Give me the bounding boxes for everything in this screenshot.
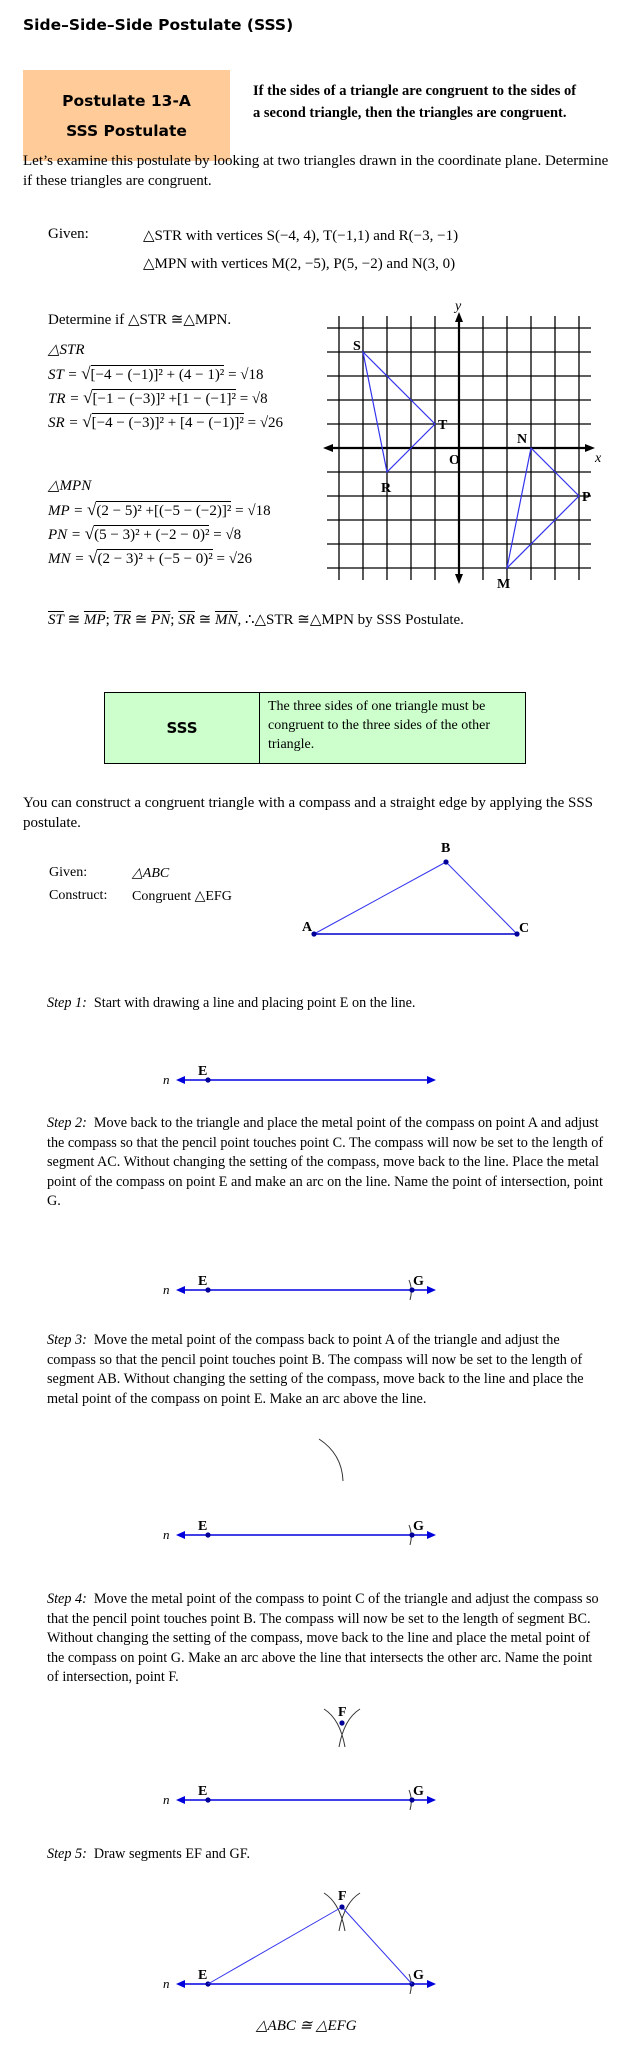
- segment-bc: [446, 862, 517, 934]
- radicand: (5 − 3)² + (−2 − 0)²: [94, 527, 210, 543]
- step-5-figure: [140, 1874, 460, 1994]
- segment: $\overline{TR}$: [113, 612, 132, 628]
- congruent-symbol: ≅: [194, 612, 215, 628]
- segment: $\overline{MP}$: [83, 612, 106, 628]
- line-left-arrow-icon: [176, 1980, 185, 1988]
- radical-sign: √: [87, 500, 97, 519]
- intro-paragraph: Let’s examine this postulate by looking at two triangles drawn in the coordinate plane. Determine if these triangles are congruent.: [23, 153, 609, 189]
- triangle-abc-figure: [280, 820, 540, 950]
- line-label-n: n: [163, 1527, 170, 1542]
- vertex-label-r: R: [381, 481, 392, 496]
- step-4-text: Move the metal point of the compass to point C of the triangle and adjust the compass so that the pencil point touches point B. The compass will now be set to the length of segment BC. Without changing the setting of the compass, move back to the line and place the metal point of the compass on point G. Make an arc above the line that intersects the other arc. Name the point of intersection, point F.: [47, 1591, 599, 1685]
- radicand: (2 − 5)² +[(−5 − (−2)]²: [96, 503, 232, 519]
- str-calc-row: [48, 386, 283, 410]
- vertex-label-s: S: [353, 339, 361, 354]
- therefore-statement: ∴△STR ≅△MPN by SSS Postulate.: [244, 612, 464, 628]
- mpn-calc-row: [48, 498, 271, 522]
- lhs: MN =: [48, 551, 89, 567]
- congruence-conclusion: [48, 610, 464, 629]
- step-1-label: Step 1: [47, 995, 83, 1011]
- separator: ;: [170, 612, 179, 628]
- mpn-calc-row: [48, 522, 271, 546]
- step-1: Step 1: Start with drawing a line and placing point E on the line.: [47, 995, 416, 1011]
- final-congruence: △ABC ≅ △EFG: [256, 2018, 357, 2034]
- segment-ab: [314, 862, 446, 934]
- postulate-statement: If the sides of a triangle are congruent to the sides of a second triangle, then the triangles are congruent.: [253, 83, 577, 121]
- line-right-arrow-icon: [427, 1796, 436, 1804]
- label-e: E: [198, 1784, 208, 1799]
- result: = √18: [224, 367, 264, 383]
- segment: $\overline{SR}$: [178, 612, 195, 628]
- construct-given-value: △ABC: [132, 866, 170, 881]
- step-4: Step 4: Move the metal point of the compass to point C of the triangle and adjust the compass so that the pencil point touches point B. The compass will now be set to the length of segment BC. Without changing the setting of the compass, move back to the line and place the metal point of the compass on point G. Make an arc above the line that intersects the other arc. Name the point of intersection, point F.: [47, 1591, 599, 1685]
- line-left-arrow-icon: [176, 1531, 185, 1539]
- y-axis-label: y: [455, 299, 462, 314]
- y-axis-down-arrow-icon: [455, 574, 463, 584]
- line-right-arrow-icon: [427, 1531, 436, 1539]
- label-e: E: [198, 1519, 208, 1534]
- step-4-label: Step 4: [47, 1591, 83, 1607]
- construct-given-label: Given:: [49, 865, 88, 880]
- radicand: [−4 − (−3)]² + [4 − (−1)]²: [91, 415, 244, 431]
- step-5: Step 5: Draw segments EF and GF.: [47, 1846, 250, 1862]
- mpn-calc-rows: [48, 498, 271, 570]
- segment-gf: [342, 1907, 412, 1984]
- x-axis-right-arrow-icon: [585, 444, 595, 452]
- separator: ;: [105, 612, 114, 628]
- step-2: Step 2: Move back to the triangle and place the metal point of the compass on point A and adjust the compass so that the pencil point touches point C. The compass will now be set to the length of segment AC. Without changing the setting of the compass, move back to the line. Place the metal point of the compass on point E and make an arc on the line. Name the point of intersection, point G.: [47, 1115, 604, 1209]
- line-left-arrow-icon: [176, 1796, 185, 1804]
- result: = √26: [243, 415, 284, 431]
- triangle-mpn: [507, 448, 579, 568]
- given-label: Given:: [48, 226, 89, 242]
- str-calc-row: [48, 362, 283, 386]
- separator: ,: [237, 612, 245, 628]
- str-calc-rows: [48, 362, 283, 434]
- construct-label: Construct:: [49, 888, 108, 903]
- triangle-str: [363, 352, 435, 472]
- radical-sign: √: [82, 412, 92, 431]
- point-f: [339, 1904, 344, 1909]
- step-3-figure: [140, 1430, 460, 1545]
- lhs: TR =: [48, 391, 84, 407]
- origin-label: O: [449, 453, 460, 468]
- line-right-arrow-icon: [427, 1980, 436, 1988]
- construct-intro: You can construct a congruent triangle with a compass and a straight edge by applying the SSS postulate.: [23, 795, 594, 831]
- lhs: ST =: [48, 367, 82, 383]
- step-3: Step 3: Move the metal point of the compass back to point A of the triangle and adjust the compass so that the pencil point touches point B. The compass will now be set to the length of segment AB. Without changing the setting of the compass, move back to the line and place the metal point of the compass on point E. Make an arc above the line.: [47, 1332, 584, 1407]
- line-label-n: n: [163, 1792, 170, 1807]
- point-f: [339, 1720, 344, 1725]
- radicand: (2 − 3)² + (−5 − 0)²: [97, 551, 213, 567]
- result: = √26: [212, 551, 252, 567]
- label-g: G: [413, 1968, 424, 1983]
- coordinate-graph: [310, 290, 610, 600]
- radicand: [−1 − (−3)]² +[1 − (−1]²: [92, 391, 236, 407]
- line-label-n: n: [163, 1282, 170, 1297]
- line-right-arrow-icon: [427, 1076, 436, 1084]
- line-label-n: n: [163, 1072, 170, 1087]
- str-heading: △STR: [48, 342, 85, 358]
- point-a: [311, 931, 316, 936]
- label-e: E: [198, 1968, 208, 1983]
- postulate-number: Postulate 13-A: [62, 91, 191, 110]
- label-a: A: [302, 920, 313, 935]
- line-label-n: n: [163, 1976, 170, 1991]
- congruent-symbol: ≅: [63, 612, 84, 628]
- step-4-figure: [140, 1690, 460, 1810]
- step-2-text: Move back to the triangle and place the metal point of the compass on point A and adjust the compass so that the pencil point touches point C. The compass will now be set to the length of segment AC. Without changing the setting of the compass, move back to the line. Place the metal point of the compass on point E and make an arc on the line. Name the point of intersection, point G.: [47, 1115, 604, 1209]
- page-title: Side–Side–Side Postulate (SSS): [23, 16, 294, 34]
- step-2-label: Step 2: [47, 1115, 83, 1131]
- segment-ef: [208, 1907, 342, 1984]
- determine-text: Determine if △STR ≅△MPN.: [48, 312, 232, 328]
- step-3-label: Step 3: [47, 1332, 83, 1348]
- label-c: C: [519, 921, 530, 936]
- radical-sign: √: [81, 364, 91, 383]
- vertex-label-p: P: [582, 490, 591, 505]
- str-calc-row: [48, 410, 283, 434]
- sss-summary-table: [104, 692, 526, 764]
- congruent-symbol: ≅: [131, 612, 152, 628]
- x-axis-label: x: [595, 451, 602, 466]
- label-b: B: [441, 841, 451, 856]
- vertex-label-t: T: [438, 418, 448, 433]
- mpn-calc-row: [48, 546, 271, 570]
- line-left-arrow-icon: [176, 1076, 185, 1084]
- postulate-name: SSS Postulate: [66, 121, 187, 140]
- label-g: G: [413, 1519, 424, 1534]
- radical-sign: √: [88, 548, 98, 567]
- sss-label: SSS: [105, 693, 260, 763]
- postulate-box: [23, 70, 230, 161]
- step-5-label: Step 5: [47, 1846, 83, 1862]
- lhs: PN =: [48, 527, 85, 543]
- step-3-text: Move the metal point of the compass back to point A of the triangle and adjust the compass so that the pencil point touches point B. The compass will now be set to the length of segment AB. Without changing the setting of the compass, move back to the line and place the metal point of the compass on point E. Make an arc above the line.: [47, 1332, 584, 1407]
- given-str: △STR with vertices S(−4, 4), T(−1,1) and R(−3, −1): [143, 228, 459, 244]
- segment: $\overline{MN}$: [214, 612, 238, 628]
- lhs: MP =: [48, 503, 88, 519]
- point-b: [443, 859, 448, 864]
- step-5-text: Draw segments EF and GF.: [93, 1846, 250, 1862]
- result: = √18: [231, 503, 271, 519]
- step-1-figure: [140, 1050, 460, 1090]
- label-g: G: [413, 1274, 424, 1289]
- step-2-figure: [140, 1260, 460, 1300]
- mpn-heading: △MPN: [48, 478, 92, 494]
- radicand: [−4 − (−1)]² + (4 − 1)²: [90, 367, 225, 383]
- label-f: F: [338, 1889, 347, 1904]
- segment: $\overline{PN}$: [151, 612, 171, 628]
- label-e: E: [198, 1274, 208, 1289]
- line-right-arrow-icon: [427, 1286, 436, 1294]
- label-e: E: [198, 1064, 208, 1079]
- vertex-label-n: N: [517, 432, 528, 447]
- label-f: F: [338, 1705, 347, 1720]
- lhs: SR =: [48, 415, 83, 431]
- line-left-arrow-icon: [176, 1286, 185, 1294]
- radical-sign: √: [84, 524, 95, 543]
- sss-definition: The three sides of one triangle must be congruent to the three sides of the other triangle.: [268, 699, 490, 752]
- result: = √8: [209, 527, 242, 543]
- radical-sign: √: [83, 388, 93, 407]
- result: = √8: [235, 391, 268, 407]
- step-1-text: Start with drawing a line and placing point E on the line.: [93, 995, 416, 1011]
- vertex-label-m: M: [497, 577, 511, 592]
- given-mpn: △MPN with vertices M(2, −5), P(5, −2) and N(3, 0): [143, 256, 456, 272]
- arc-from-e: [319, 1439, 343, 1481]
- segment: $\overline{ST}$: [48, 612, 64, 628]
- label-g: G: [413, 1784, 424, 1799]
- x-axis-left-arrow-icon: [323, 444, 333, 452]
- construct-value: Congruent △EFG: [132, 889, 232, 904]
- segment-pairs: [48, 612, 245, 628]
